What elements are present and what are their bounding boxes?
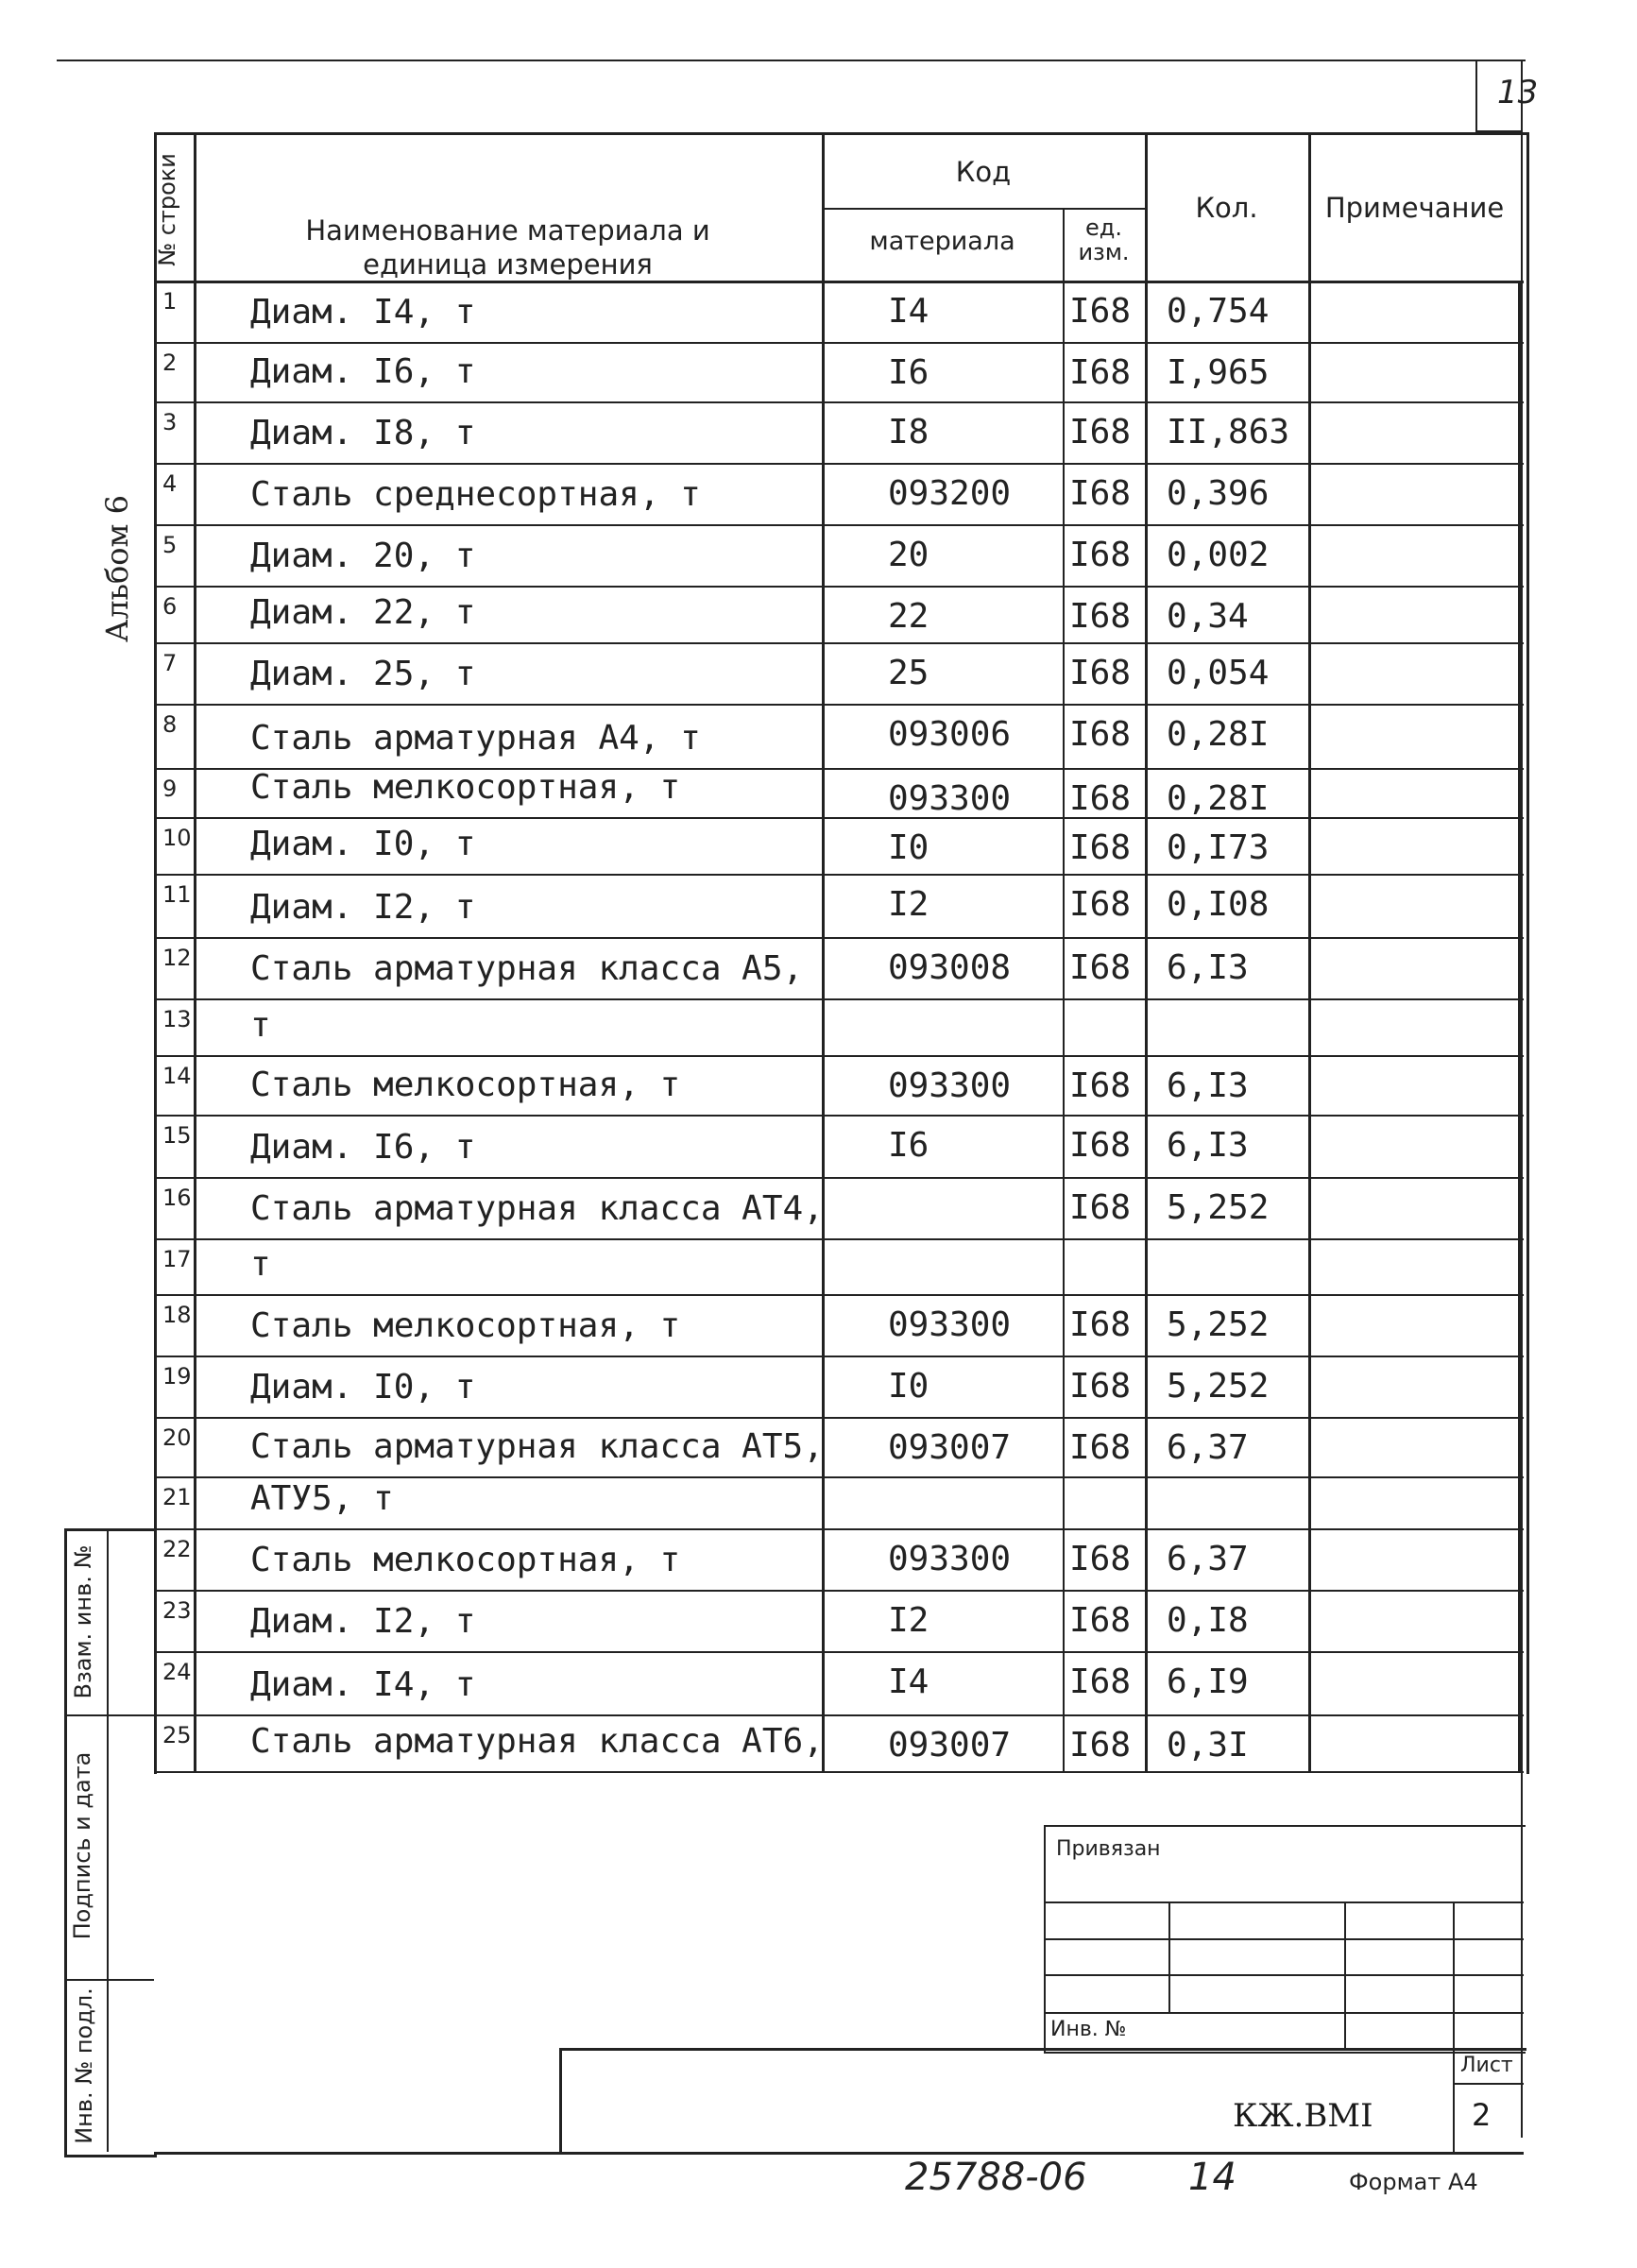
- side-stamp-inner: [107, 1528, 109, 2152]
- material-name: Диам. I8, т: [250, 414, 476, 452]
- material-name: Диам. I2, т: [250, 888, 476, 927]
- table-row: [154, 1238, 1524, 1294]
- material-code: 093006: [888, 715, 1012, 754]
- row-number: 14: [162, 1063, 192, 1089]
- unit-code: I68: [1069, 1663, 1132, 1701]
- material-name: Диам. I6, т: [250, 352, 476, 391]
- row-number: 21: [162, 1484, 192, 1510]
- material-code: 20: [888, 536, 929, 574]
- unit-code: I68: [1069, 1367, 1132, 1406]
- material-code: I0: [888, 1367, 929, 1406]
- material-code: I0: [888, 828, 929, 867]
- code-subheader-line: [822, 208, 1145, 210]
- material-name: Сталь мелкосортная, т: [250, 1066, 681, 1104]
- quantity: 6,I3: [1167, 948, 1249, 987]
- material-code: 093300: [888, 1305, 1012, 1344]
- unit-code: I68: [1069, 292, 1132, 331]
- quantity: 5,252: [1167, 1367, 1270, 1406]
- row-number: 23: [162, 1597, 192, 1624]
- row-number: 7: [162, 650, 178, 676]
- unit-code: I68: [1069, 1601, 1132, 1640]
- material-code: 093300: [888, 779, 1012, 818]
- material-name: Диам. I2, т: [250, 1602, 476, 1641]
- quantity: I,965: [1167, 353, 1270, 392]
- material-name: Сталь арматурная класса АТ6,: [250, 1722, 824, 1761]
- row-number: 17: [162, 1246, 192, 1272]
- album-label: Альбом 6: [99, 495, 135, 642]
- material-code: I6: [888, 353, 929, 392]
- row-number: 16: [162, 1185, 192, 1211]
- footer-handwritten-number: 25788-06: [905, 2156, 1087, 2199]
- row-number: 4: [162, 470, 178, 497]
- quantity: 0,I8: [1167, 1601, 1249, 1640]
- privyazan-col2: [1344, 1901, 1346, 2050]
- material-name: Диам. 25, т: [250, 655, 476, 693]
- quantity: 0,754: [1167, 292, 1270, 331]
- row-number: 19: [162, 1363, 192, 1390]
- top-rule: [57, 60, 1526, 61]
- material-code: 093007: [888, 1428, 1012, 1467]
- header-name: [198, 179, 817, 281]
- header-unit: ед. изм.: [1078, 214, 1130, 265]
- material-name: т: [250, 1006, 271, 1045]
- quantity: 5,252: [1167, 1305, 1270, 1344]
- unit-code: I68: [1069, 413, 1132, 452]
- material-code: I4: [888, 292, 929, 331]
- quantity: 0,34: [1167, 597, 1249, 636]
- row-number: 6: [162, 593, 178, 620]
- quantity: 0,I73: [1167, 828, 1270, 867]
- table-row: [154, 998, 1524, 1055]
- quantity: 0,396: [1167, 474, 1270, 513]
- privyazan-label: Привязан: [1056, 1837, 1161, 1861]
- material-name: Сталь среднесортная, т: [250, 475, 701, 514]
- unit-code: I68: [1069, 353, 1132, 392]
- unit-code: I68: [1069, 885, 1132, 924]
- side-stamp-podpis: Подпись и дата: [69, 1751, 95, 1940]
- quantity: 0,002: [1167, 536, 1270, 574]
- quantity: 6,I9: [1167, 1663, 1249, 1701]
- header-material: материала: [869, 227, 1015, 256]
- sheet-number: 2: [1472, 2097, 1492, 2133]
- page-number-cell-border: [1475, 60, 1477, 130]
- quantity: 6,I3: [1167, 1126, 1249, 1165]
- unit-code: I68: [1069, 779, 1132, 818]
- material-name: Диам. I6, т: [250, 1128, 476, 1167]
- quantity: 0,054: [1167, 654, 1270, 692]
- material-code: 22: [888, 597, 929, 636]
- footer-handwritten-page: 14: [1188, 2156, 1236, 2199]
- unit-code: I68: [1069, 474, 1132, 513]
- privyazan-col3: [1453, 1901, 1455, 2050]
- row-number: 20: [162, 1424, 192, 1451]
- unit-code: I68: [1069, 1540, 1132, 1578]
- material-name: Диам. 22, т: [250, 593, 476, 632]
- material-code: I4: [888, 1663, 929, 1701]
- material-code: 25: [888, 654, 929, 692]
- row-number: 13: [162, 1006, 192, 1032]
- unit-code: I68: [1069, 654, 1132, 692]
- list-label-sep: [1453, 2083, 1524, 2085]
- material-name: Сталь мелкосортная, т: [250, 768, 681, 807]
- row-number: 2: [162, 350, 178, 376]
- unit-code: I68: [1069, 1726, 1132, 1765]
- unit-code: I68: [1069, 715, 1132, 754]
- row-separator: [154, 1771, 1524, 1773]
- unit-code: I68: [1069, 1428, 1132, 1467]
- material-name: АТУ5, т: [250, 1479, 394, 1518]
- privyazan-row4: [1044, 2012, 1524, 2014]
- header-qty: Кол.: [1195, 192, 1258, 224]
- header-note: Примечание: [1324, 192, 1505, 224]
- unit-code: I68: [1069, 828, 1132, 867]
- material-code: I8: [888, 413, 929, 452]
- unit-code: I68: [1069, 597, 1132, 636]
- quantity: 6,37: [1167, 1428, 1249, 1467]
- footer-format: Формат А4: [1349, 2169, 1478, 2195]
- unit-code: I68: [1069, 1066, 1132, 1105]
- material-code: I6: [888, 1126, 929, 1165]
- header-code: Код: [955, 156, 1012, 188]
- row-number: 15: [162, 1122, 192, 1149]
- row-number: 24: [162, 1659, 192, 1685]
- unit-code: I68: [1069, 1126, 1132, 1165]
- material-name: Сталь арматурная А4, т: [250, 719, 701, 758]
- row-number: 11: [162, 881, 192, 908]
- side-stamp-vzam: Взам. инв. №: [70, 1544, 96, 1699]
- row-number: 18: [162, 1302, 192, 1328]
- quantity: 6,I3: [1167, 1066, 1249, 1105]
- list-col-sep: [1453, 2048, 1455, 2152]
- row-number: 8: [162, 711, 178, 738]
- material-code: 093008: [888, 948, 1012, 987]
- list-label: Лист: [1460, 2054, 1513, 2077]
- material-code: I2: [888, 1601, 929, 1640]
- material-code: 093300: [888, 1540, 1012, 1578]
- doc-code-block: [559, 2048, 1526, 2155]
- material-name: Диам. I0, т: [250, 825, 476, 863]
- quantity: 0,3I: [1167, 1726, 1249, 1765]
- quantity: 5,252: [1167, 1188, 1270, 1227]
- material-name: Сталь арматурная класса А5,: [250, 949, 804, 988]
- quantity: 0,28I: [1167, 715, 1270, 754]
- inv-no-label: Инв. №: [1050, 2018, 1127, 2041]
- page-number-handwritten: 13: [1497, 74, 1539, 111]
- material-code: I2: [888, 885, 929, 924]
- doc-code: КЖ.ВМI: [1233, 2097, 1373, 2135]
- material-name: Диам. I4, т: [250, 293, 476, 332]
- quantity: 0,I08: [1167, 885, 1270, 924]
- material-code: 093007: [888, 1726, 1012, 1765]
- material-code: 093300: [888, 1066, 1012, 1105]
- row-number: 10: [162, 825, 192, 851]
- row-number: 1: [162, 288, 178, 315]
- material-name: Диам. I4, т: [250, 1665, 476, 1704]
- header-row-no: № строки: [154, 153, 180, 266]
- privyazan-row2: [1044, 1938, 1524, 1940]
- unit-code: I68: [1069, 1188, 1132, 1227]
- row-number: 5: [162, 532, 178, 558]
- row-number: 9: [162, 776, 178, 802]
- row-number: 22: [162, 1536, 192, 1562]
- material-name: Сталь мелкосортная, т: [250, 1541, 681, 1579]
- row-number: 12: [162, 945, 192, 971]
- privyazan-row1: [1044, 1901, 1524, 1903]
- material-name: Диам. I0, т: [250, 1368, 476, 1407]
- unit-code: I68: [1069, 1305, 1132, 1344]
- material-name: Сталь мелкосортная, т: [250, 1306, 681, 1345]
- side-stamp-sep1: [64, 1714, 154, 1716]
- material-name: т: [250, 1245, 271, 1284]
- privyazan-col1: [1168, 1901, 1170, 2012]
- material-name: Сталь арматурная класса АТ5,: [250, 1427, 824, 1466]
- unit-code: I68: [1069, 536, 1132, 574]
- material-code: 093200: [888, 474, 1012, 513]
- row-number: 25: [162, 1722, 192, 1748]
- material-name: Сталь арматурная класса АТ4,: [250, 1189, 824, 1228]
- material-name: Диам. 20, т: [250, 537, 476, 575]
- side-stamp-inv-podl: Инв. № подл.: [71, 1987, 97, 2144]
- row-number: 3: [162, 409, 178, 435]
- privyazan-row3: [1044, 1974, 1524, 1976]
- unit-code: I68: [1069, 948, 1132, 987]
- quantity: 6,37: [1167, 1540, 1249, 1578]
- quantity: II,863: [1167, 413, 1290, 452]
- header-name-text: Наименование материала и единица измерения: [305, 214, 710, 281]
- quantity: 0,28I: [1167, 779, 1270, 818]
